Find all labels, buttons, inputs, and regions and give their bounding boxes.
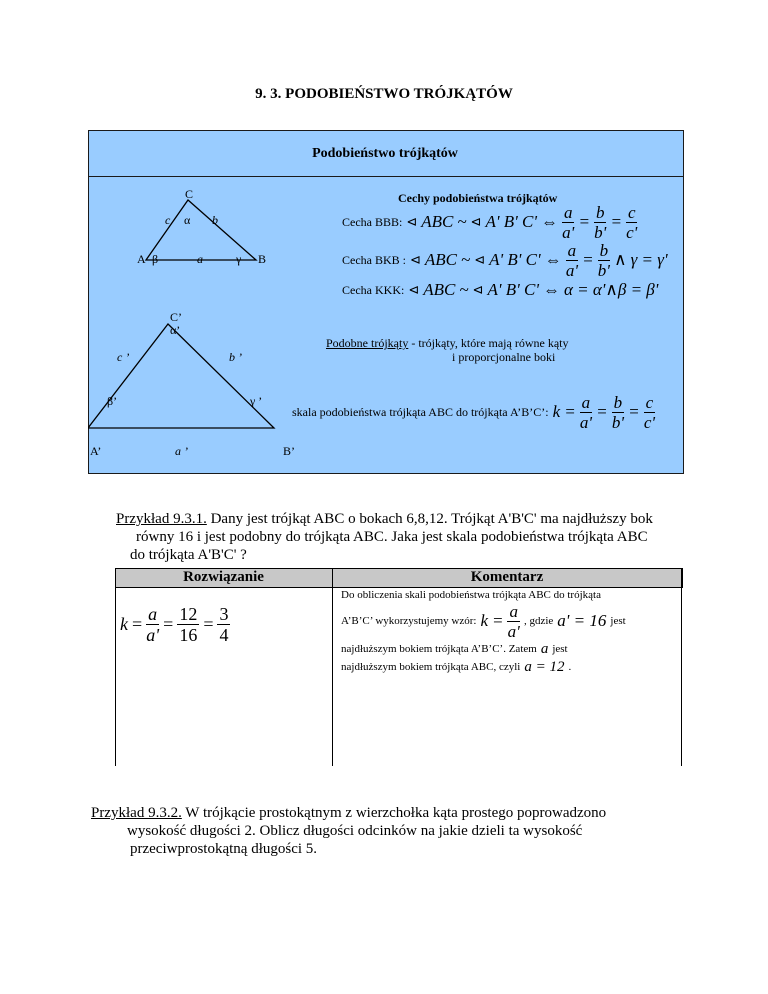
- equals-sign: =: [628, 402, 640, 421]
- example2-line2: wysokość długości 2. Oblicz długości odcinków na jakie dzieli ta wysokość: [127, 823, 583, 839]
- example1-label: Przykład 9.3.1.: [116, 511, 207, 527]
- example1-line3: do trójkąta A'B'C' ?: [130, 547, 247, 563]
- k-symbol: k: [480, 611, 488, 630]
- fraction-b: [594, 204, 607, 241]
- numerator: b: [613, 392, 623, 412]
- numerator: c: [627, 202, 636, 222]
- denominator: 16: [179, 624, 198, 645]
- comment-line1: Do obliczenia skali podobieństwa trójkąta ABC do trójkąta: [341, 589, 601, 601]
- denominator: a': [507, 621, 520, 641]
- abc-prime-text: A' B' C': [485, 212, 537, 231]
- triangle-symbol: ⊲: [474, 252, 486, 267]
- numerator: a: [563, 202, 573, 222]
- side-b-prime-label: b ’: [229, 350, 242, 364]
- side-b-label: b: [212, 213, 218, 227]
- example2-line3: przeciwprostokątną długości 5.: [130, 841, 318, 857]
- feature-kkk-label: Cecha KKK:: [342, 282, 405, 297]
- denominator: a': [565, 260, 578, 280]
- iff-sign: ⇔: [544, 250, 562, 269]
- abc-prime-text: A' B' C': [487, 280, 539, 299]
- comment-text: .: [568, 661, 572, 673]
- table-left-border: [115, 568, 116, 766]
- comment-text: najdłuższym bokiem trójkąta A’B’C’. Zatem: [341, 643, 537, 655]
- denominator: a': [146, 624, 160, 645]
- similar-sign: ~: [461, 250, 471, 269]
- k-symbol: k: [552, 402, 561, 421]
- denominator: b': [597, 260, 610, 280]
- numerator: a: [581, 392, 591, 412]
- fraction-c: [626, 204, 638, 241]
- side-c-label: c: [165, 213, 171, 227]
- equals-sign: =: [163, 613, 174, 634]
- equals-sign: =: [582, 250, 594, 269]
- table-right-border: [681, 568, 682, 766]
- fraction-a: [566, 242, 579, 279]
- triangle-symbol: ⊲: [470, 214, 482, 229]
- equals-sign: =: [203, 613, 214, 634]
- angle-beta-label: β: [152, 252, 159, 266]
- denominator: c': [643, 412, 655, 432]
- example2-text: W trójkącie prostokątnym z wierzchołka kąta prostego poprowadzono: [181, 805, 607, 821]
- side-c-prime-label: c ’: [117, 350, 130, 364]
- comment-line4: [341, 660, 571, 674]
- angle-gamma-label: γ: [236, 252, 242, 266]
- vertex-a-label: A: [137, 252, 146, 266]
- denominator: a': [579, 412, 592, 432]
- example1-line2: równy 16 i jest podobny do trójkąta ABC. Jaka jest skala podobieństwa trójkąta ABC: [136, 529, 648, 545]
- fraction-12-16: [177, 605, 199, 644]
- comment-text: , gdzie: [523, 615, 554, 627]
- example2-line1: [91, 804, 606, 822]
- example1-line1: [116, 510, 653, 528]
- numerator: 12: [179, 603, 198, 624]
- similar-sign: ~: [457, 212, 467, 231]
- triangle-abc: [146, 200, 256, 260]
- box-title: Podobieństwo trójkątów: [312, 146, 458, 161]
- angle-alpha-prime-label: α’: [170, 323, 181, 337]
- a-symbol: a: [540, 641, 549, 657]
- vertex-c-label: C: [185, 187, 194, 201]
- denominator: 4: [219, 624, 229, 645]
- fraction-a-ap: [507, 603, 520, 640]
- page-title: 9. 3. PODOBIEŃSTWO TRÓJKĄTÓW: [255, 86, 513, 102]
- comment-text: A’B’C’ wykorzystujemy wzór:: [341, 615, 477, 627]
- angle-alpha-label: α: [184, 213, 191, 227]
- similar-definition-line2: i proporcjonalne boki: [452, 350, 556, 364]
- similar-term: Podobne trójkąty: [326, 336, 409, 350]
- features-title: Cechy podobieństwa trójkątów: [398, 191, 558, 205]
- example1-text: Dany jest trójkąt ABC o bokach 6,8,12. Trójkąt A'B'C' ma najdłuższy bok: [206, 511, 653, 527]
- vertex-b-prime-label: B’: [283, 444, 295, 458]
- numerator: a: [567, 240, 577, 260]
- abc-text: ABC: [423, 280, 456, 299]
- feature-bkb-row: [342, 240, 668, 280]
- equals-sign: =: [132, 613, 143, 634]
- equals-sign: =: [564, 402, 576, 421]
- numerator: 3: [219, 603, 229, 624]
- equals-sign: =: [596, 402, 608, 421]
- similar-sign: ~: [459, 280, 469, 299]
- comment-line2: [341, 601, 626, 641]
- scale-row: [292, 388, 655, 436]
- and-sign: ∧: [614, 250, 627, 269]
- similar-definition: [326, 336, 569, 351]
- fraction-a: [580, 394, 593, 431]
- iff-sign: ⇔: [540, 212, 558, 231]
- gamma-equality: γ = γ': [630, 250, 668, 269]
- side-a-label: a: [197, 252, 203, 266]
- feature-bbb-row: [342, 202, 638, 242]
- abc-text: ABC: [421, 212, 454, 231]
- fraction-a: [562, 204, 575, 241]
- a-equals-12: a = 12: [524, 659, 565, 675]
- denominator: a': [562, 222, 575, 242]
- denominator: b': [594, 222, 607, 242]
- numerator: a: [148, 603, 158, 624]
- numerator: a: [509, 601, 518, 621]
- table-middle-border: [332, 568, 333, 766]
- triangle-symbol: ⊲: [410, 252, 421, 267]
- abc-text: ABC: [424, 250, 458, 269]
- vertex-a-prime-label: A’: [90, 444, 102, 458]
- comment-text: jest: [552, 643, 568, 655]
- angle-beta-prime-label: β’: [107, 394, 118, 408]
- solution-formula: [120, 604, 230, 644]
- vertex-b-label: B: [258, 252, 267, 266]
- equals-sign: =: [610, 212, 622, 231]
- k-symbol: k: [120, 613, 128, 634]
- comment-header: Komentarz: [470, 569, 544, 585]
- comment-text: jest: [610, 615, 626, 627]
- equals-sign: =: [578, 212, 590, 231]
- triangle-abc-prime: [88, 324, 274, 428]
- example2-label: Przykład 9.3.2.: [91, 805, 182, 821]
- feature-kkk-row: [342, 280, 658, 300]
- fraction-b: [612, 394, 625, 431]
- numerator: b: [595, 202, 605, 222]
- triangle-symbol: ⊲: [408, 282, 420, 297]
- ap-equals-16: a' = 16: [557, 611, 607, 630]
- comment-text: najdłuższym bokiem trójkąta ABC, czyli: [341, 661, 521, 673]
- fraction-c: [644, 394, 656, 431]
- comment-line3: [341, 642, 568, 656]
- iff-sign: ⇔: [542, 280, 560, 299]
- angle-equalities: α = α'∧β = β': [563, 280, 659, 299]
- fraction-a-ap: [146, 605, 159, 644]
- denominator: c': [626, 222, 638, 242]
- similar-definition-text: - trójkąty, które mają równe kąty: [408, 336, 569, 350]
- triangle-symbol: ⊲: [406, 214, 418, 229]
- side-a-prime-label: a ’: [175, 444, 188, 458]
- denominator: b': [611, 412, 624, 432]
- solution-header: Rozwiązanie: [183, 569, 264, 585]
- vertex-c-prime-label: C’: [170, 310, 182, 324]
- feature-bkb-label: Cecha BKB :: [342, 252, 406, 267]
- numerator: c: [645, 392, 654, 412]
- numerator: b: [599, 240, 609, 260]
- feature-bbb-label: Cecha BBB:: [342, 214, 403, 229]
- triangle-symbol: ⊲: [472, 282, 484, 297]
- abc-prime-text: A' B' C': [489, 250, 541, 269]
- angle-gamma-prime-label: γ ’: [250, 394, 263, 408]
- fraction-3-4: [217, 605, 230, 644]
- equals-sign: =: [491, 611, 504, 630]
- scale-text: skala podobieństwa trójkąta ABC do trójkąta A’B’C’:: [292, 404, 549, 419]
- fraction-b: [598, 242, 611, 279]
